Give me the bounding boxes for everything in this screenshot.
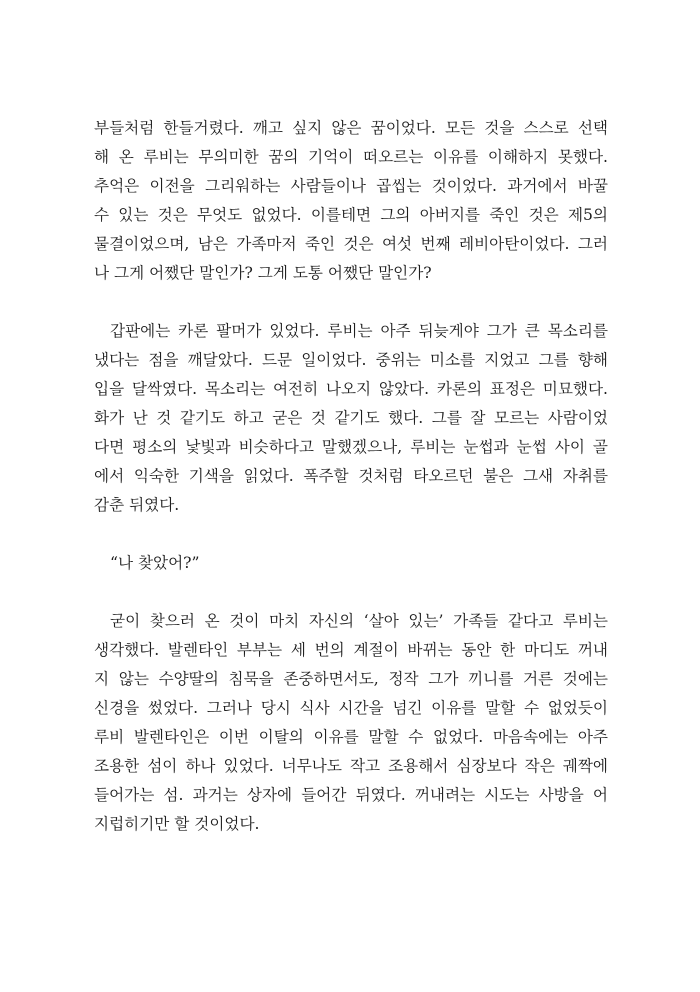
text-line: 신경을 썼었다. 그러나 당시 식사 시간을 넘긴 이유를 말할 수 없었듯이	[94, 699, 608, 717]
text-line: 굳이 찾으러 온 것이 마치 자신의 ‘살아 있는’ 가족들 같다고 루비는	[110, 612, 608, 630]
paragraph-gap	[94, 288, 608, 317]
text-line: 갑판에는 카론 팔머가 있었다. 루비는 아주 뒤늦게야 그가 큰 목소리를	[110, 322, 608, 340]
paragraph-3-dialogue	[94, 549, 608, 578]
text-line: 냈다는 점을 깨달았다. 드문 일이었다. 중위는 미소를 지었고 그를 향해	[94, 351, 608, 369]
text-line: 다면 평소의 낯빛과 비슷하다고 말했겠으나, 루비는 눈썹과 눈썹 사이 골	[94, 438, 608, 456]
text-line: 나 그게 어쨌단 말인가? 그게 도통 어쨌단 말인가?	[94, 264, 432, 282]
dialogue-line: “나 찾았어?”	[110, 554, 200, 572]
text-line: 생각했다. 발렌타인 부부는 세 번의 계절이 바뀌는 동안 한 마디도 꺼내	[94, 641, 608, 659]
text-line: 해 온 루비는 무의미한 꿈의 기억이 떠오르는 이유를 이해하지 못했다.	[94, 148, 608, 166]
text-line: 들어가는 섬. 과거는 상자에 들어간 뒤였다. 꺼내려는 시도는 사방을 어	[94, 786, 608, 804]
text-line: 에서 익숙한 기색을 읽었다. 폭주할 것처럼 타오르던 불은 그새 자취를	[94, 467, 608, 485]
text-line: 추억은 이전을 그리워하는 사람들이나 곱씹는 것이었다. 과거에서 바꿀	[94, 177, 608, 195]
text-line: 물결이었으며, 남은 가족마저 죽인 것은 여섯 번째 레비아탄이었다. 그러	[94, 235, 608, 253]
text-line: 감춘 뒤였다.	[94, 496, 180, 514]
text-line: 지럽히기만 할 것이었다.	[94, 815, 260, 833]
text-line: 부들처럼 한들거렸다. 깨고 싶지 않은 꿈이었다. 모든 것을 스스로 선택	[94, 119, 608, 137]
paragraph-gap	[94, 578, 608, 607]
paragraph-2	[94, 317, 608, 520]
text-line: 조용한 섬이 하나 있었다. 너무나도 작고 조용해서 심장보다 작은 궤짝에	[94, 757, 608, 775]
text-line: 수 있는 것은 무엇도 없었다. 이를테면 그의 아버지를 죽인 것은 제5의	[94, 206, 608, 224]
paragraph-gap	[94, 520, 608, 549]
document-body	[94, 114, 608, 839]
text-line: 지 않는 수양딸의 침묵을 존중하면서도, 정작 그가 끼니를 거른 것에는	[94, 670, 608, 688]
text-line: 루비 발렌타인은 이번 이탈의 이유를 말할 수 없었다. 마음속에는 아주	[94, 728, 608, 746]
text-line: 화가 난 것 같기도 하고 굳은 것 같기도 했다. 그를 잘 모르는 사람이었	[94, 409, 608, 427]
paragraph-4	[94, 607, 608, 839]
paragraph-1	[94, 114, 608, 288]
text-line: 입을 달싹였다. 목소리는 여전히 나오지 않았다. 카론의 표정은 미묘했다.	[94, 380, 608, 398]
